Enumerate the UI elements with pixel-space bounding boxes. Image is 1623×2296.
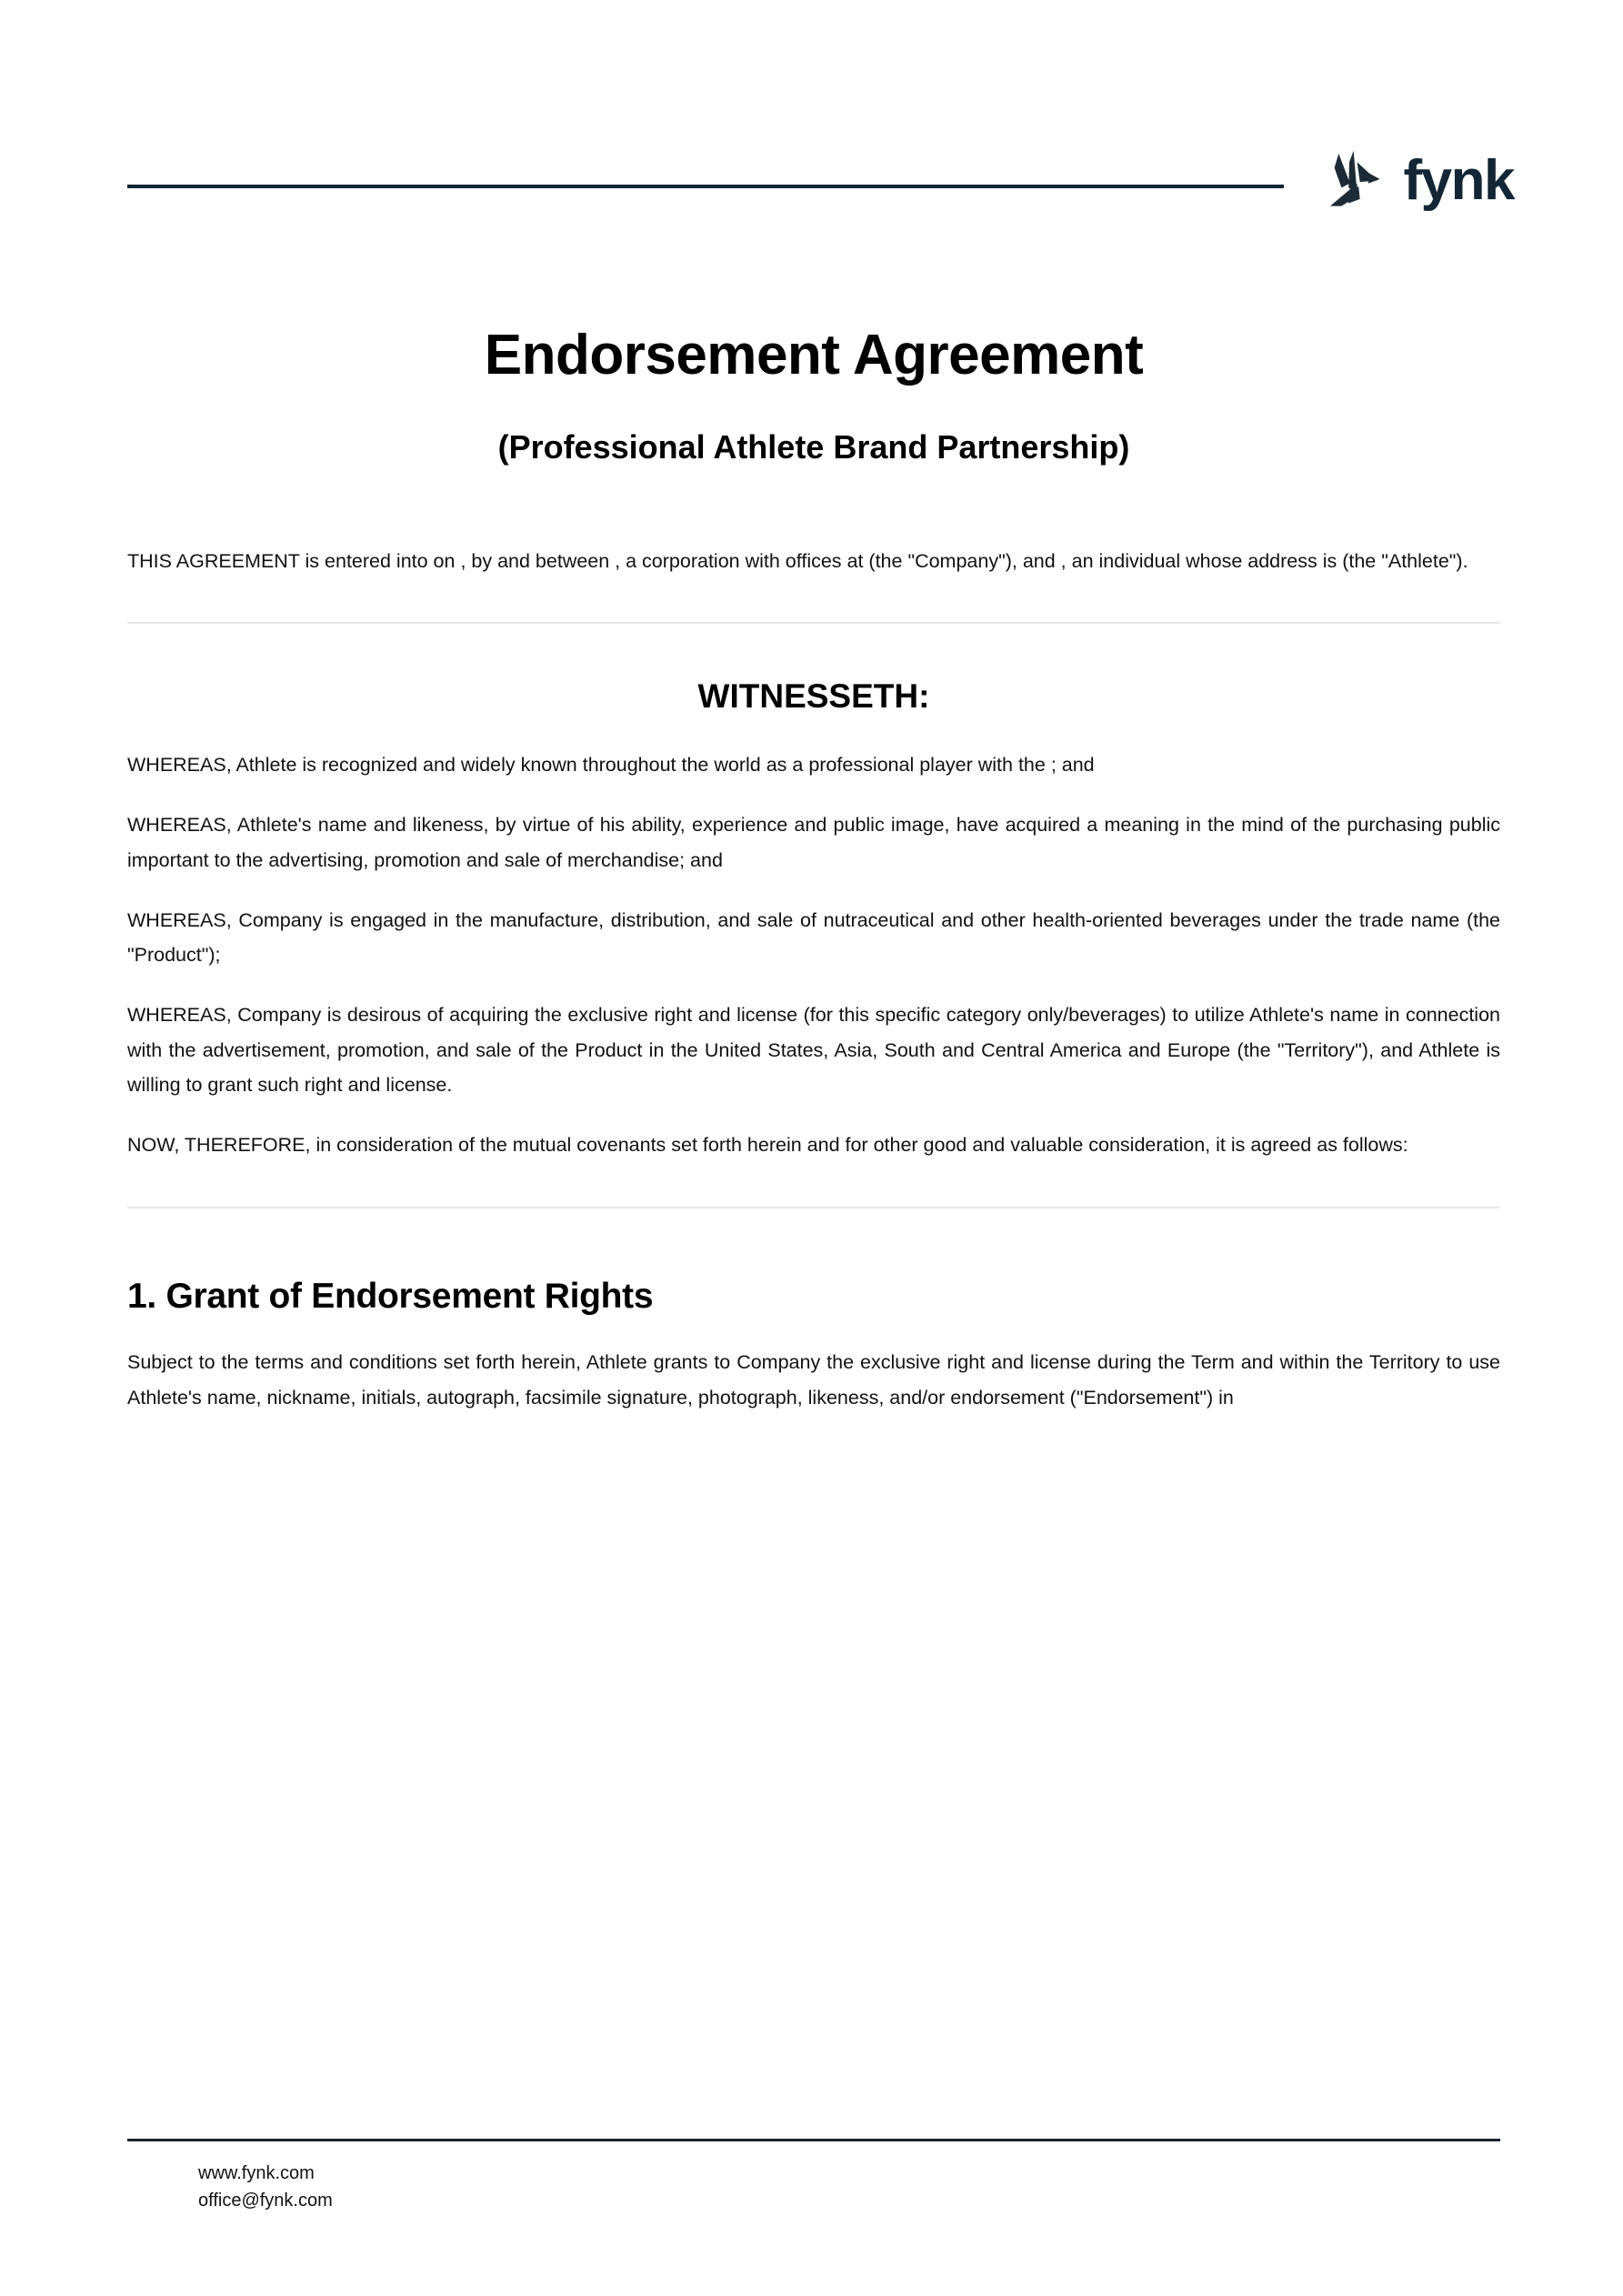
document-subtitle: (Professional Athlete Brand Partnership): [497, 428, 1130, 466]
section-body-1: [127, 1318, 1500, 1415]
recital-paragraph: NOW, THEREFORE, in consideration of the mutual covenants set forth herein and for other good and valuable consideration, it is agreed as follows:: [127, 1134, 1408, 1157]
page-footer: [127, 2139, 1500, 2214]
footer-website[interactable]: www.fynk.com: [198, 2163, 315, 2183]
fynk-wordmark: fynk: [1403, 149, 1514, 212]
recital-paragraph: WHEREAS, Athlete's name and likeness, by virtue of his ability, experience and public image, have acquired a meaning in the mind of the purchasing public important to the advertising, promotion and sale of merchandise; and: [127, 814, 1500, 871]
document-title: Endorsement Agreement: [484, 324, 1144, 386]
document-body: [127, 0, 1500, 1415]
recital-paragraph: WHEREAS, Company is desirous of acquiring the exclusive right and license (for this specific category only/beverages) to utilize Athlete's name in connection with the advertisement, promotion, and sale of the Product in the United States, Asia, South and Central America and Europe (the "Territory"), and Athlete is willing to grant such right and license.: [127, 1004, 1500, 1096]
footer-email[interactable]: office@fynk.com: [198, 2191, 333, 2211]
recital-paragraph: WHEREAS, Athlete is recognized and widely known throughout the world as a professional player with the ; and: [127, 754, 1095, 777]
footer-contact: [127, 2141, 1500, 2214]
witnesseth-heading: WITNESSETH:: [697, 677, 930, 715]
recitals-block: [127, 717, 1500, 1162]
intro-paragraph: THIS AGREEMENT is entered into on , by and between , a corporation with offices at (the "Company"), and , an individual whose address is (the "Athlete").: [127, 550, 1468, 573]
section-paragraph: Subject to the terms and conditions set forth herein, Athlete grants to Company the exclusive right and license during the Term and within the Territory to use Athlete's name, nickname, initials, autograph, facsimile signature, photograph, likeness, and/or endorsement ("Endorsement") in: [127, 1351, 1500, 1409]
section-heading-1: 1. Grant of Endorsement Rights: [127, 1276, 654, 1316]
intro-block: [127, 466, 1500, 578]
recital-paragraph: WHEREAS, Company is engaged in the manufacture, distribution, and sale of nutraceutical and other health-oriented beverages under the trade name (the "Product");: [127, 908, 1500, 967]
